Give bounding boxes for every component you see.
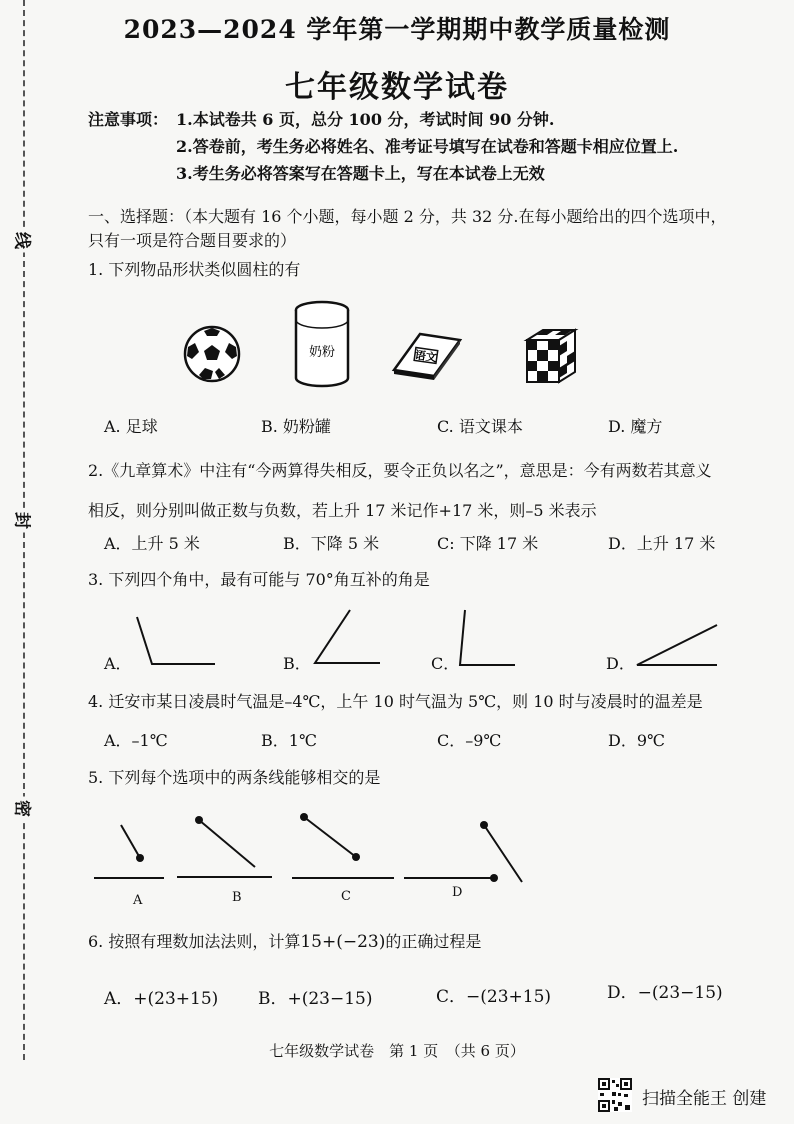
question-6-stem [88, 930, 481, 954]
scanner-watermark: 扫描全能王 创建 [642, 1089, 767, 1109]
q3-option-d: D． [606, 654, 635, 673]
note-item: 2.答卷前，考生务必将姓名、准考证号填写在试卷和答题卡相应位置上. [176, 137, 679, 156]
q3-option-b: B． [283, 654, 311, 673]
question-1-stem: 1. 下列物品形状类似圆柱的有 [88, 260, 301, 279]
q5-label-d: D [452, 885, 463, 900]
q1-option-b: B. 奶粉罐 [261, 417, 331, 436]
question-2-stem [88, 451, 712, 531]
q2-option-b: B．下降 5 米 [283, 534, 380, 553]
section-heading [88, 205, 727, 253]
q2-option-d: D．上升 17 米 [608, 534, 716, 553]
q3-option-a: A． [104, 654, 132, 673]
q3-angle-c [455, 605, 545, 670]
q5-figure-c [290, 812, 400, 882]
exam-subtitle: 七年级数学试卷 [285, 70, 509, 105]
textbook-label: 语文 [413, 348, 438, 365]
exam-title: 2023—2024 学年第一学期期中教学质量检测 [123, 15, 671, 44]
section-heading-line: 一、选择题：（本大题有 16 个小题，每小题 2 分，共 32 分.在每小题给出的四个选项中， [88, 207, 727, 226]
q6-option-a: A．+(23+15) [104, 989, 219, 1009]
milk-can-label: 奶粉 [308, 345, 336, 360]
q4-option-a: A．–1℃ [104, 731, 168, 750]
qr-code-icon [598, 1078, 632, 1112]
page-footer: 七年级数学试卷 第 1 页 （共 6 页） [269, 1042, 525, 1060]
q6-stem-expression: 15+(−23) [300, 932, 386, 952]
q5-figure-a [92, 820, 167, 882]
q5-label-b: B [232, 890, 242, 905]
q4-option-c: C．–9℃ [437, 731, 502, 750]
q6-stem-text: 6. 按照有理数加法法则，计算 [88, 932, 301, 951]
milk-can-icon [293, 300, 351, 390]
notes-label: 注意事项： [88, 110, 169, 129]
note-item: 3.考生务必将答案写在答题卡上，写在本试卷上无效 [176, 164, 545, 183]
question-2-line: 相反，则分别叫做正数与负数，若上升 17 米记作+17 米，则–5 米表示 [88, 501, 597, 520]
section-heading-line: 只有一项是符合题目要求的） [88, 231, 297, 250]
q6-option-c: C．−(23+15) [436, 987, 552, 1007]
notes-block [88, 106, 678, 187]
q3-option-c: C． [431, 654, 460, 673]
q2-option-c: C: 下降 17 米 [437, 534, 539, 553]
rubik-cube-icon [521, 328, 579, 386]
q5-figure-d [402, 820, 532, 890]
q6-stem-tail: 的正确过程是 [385, 932, 482, 951]
soccer-ball-icon [183, 325, 241, 383]
question-4-stem: 4. 迁安市某日凌晨时气温是–4℃，上午 10 时气温为 5℃，则 10 时与凌晨时的温差是 [88, 692, 703, 711]
q2-option-a: A．上升 5 米 [104, 534, 200, 553]
q3-angle-d [632, 620, 732, 670]
q5-label-c: C [341, 889, 351, 904]
q4-option-d: D．9℃ [608, 731, 665, 750]
q3-angle-a [130, 610, 220, 670]
q1-option-d: D. 魔方 [608, 417, 663, 436]
q3-angle-b [310, 605, 400, 665]
q5-figure-b [175, 815, 275, 881]
question-3-stem: 3. 下列四个角中，最有可能与 70°角互补的角是 [88, 570, 430, 589]
margin-char-feng: 封 [12, 509, 37, 533]
q6-option-b: B．+(23−15) [258, 989, 373, 1009]
question-2-line: 2.《九章算术》中注有“今两算得失相反，要令正负以名之”，意思是：今有两数若其意义 [88, 461, 712, 480]
margin-char-mi: 密 [12, 797, 37, 821]
q4-option-b: B．1℃ [261, 731, 317, 750]
textbook-icon [390, 330, 462, 382]
q1-option-c: C. 语文课本 [437, 417, 523, 436]
q1-option-a: A. 足球 [104, 417, 158, 436]
q6-option-d: D．−(23−15) [607, 983, 723, 1003]
margin-char-xian: 线 [12, 229, 37, 253]
q5-label-a: A [133, 893, 143, 908]
question-5-stem: 5. 下列每个选项中的两条线能够相交的是 [88, 768, 381, 787]
note-item: 1.本试卷共 6 页，总分 100 分，考试时间 90 分钟. [176, 110, 555, 129]
